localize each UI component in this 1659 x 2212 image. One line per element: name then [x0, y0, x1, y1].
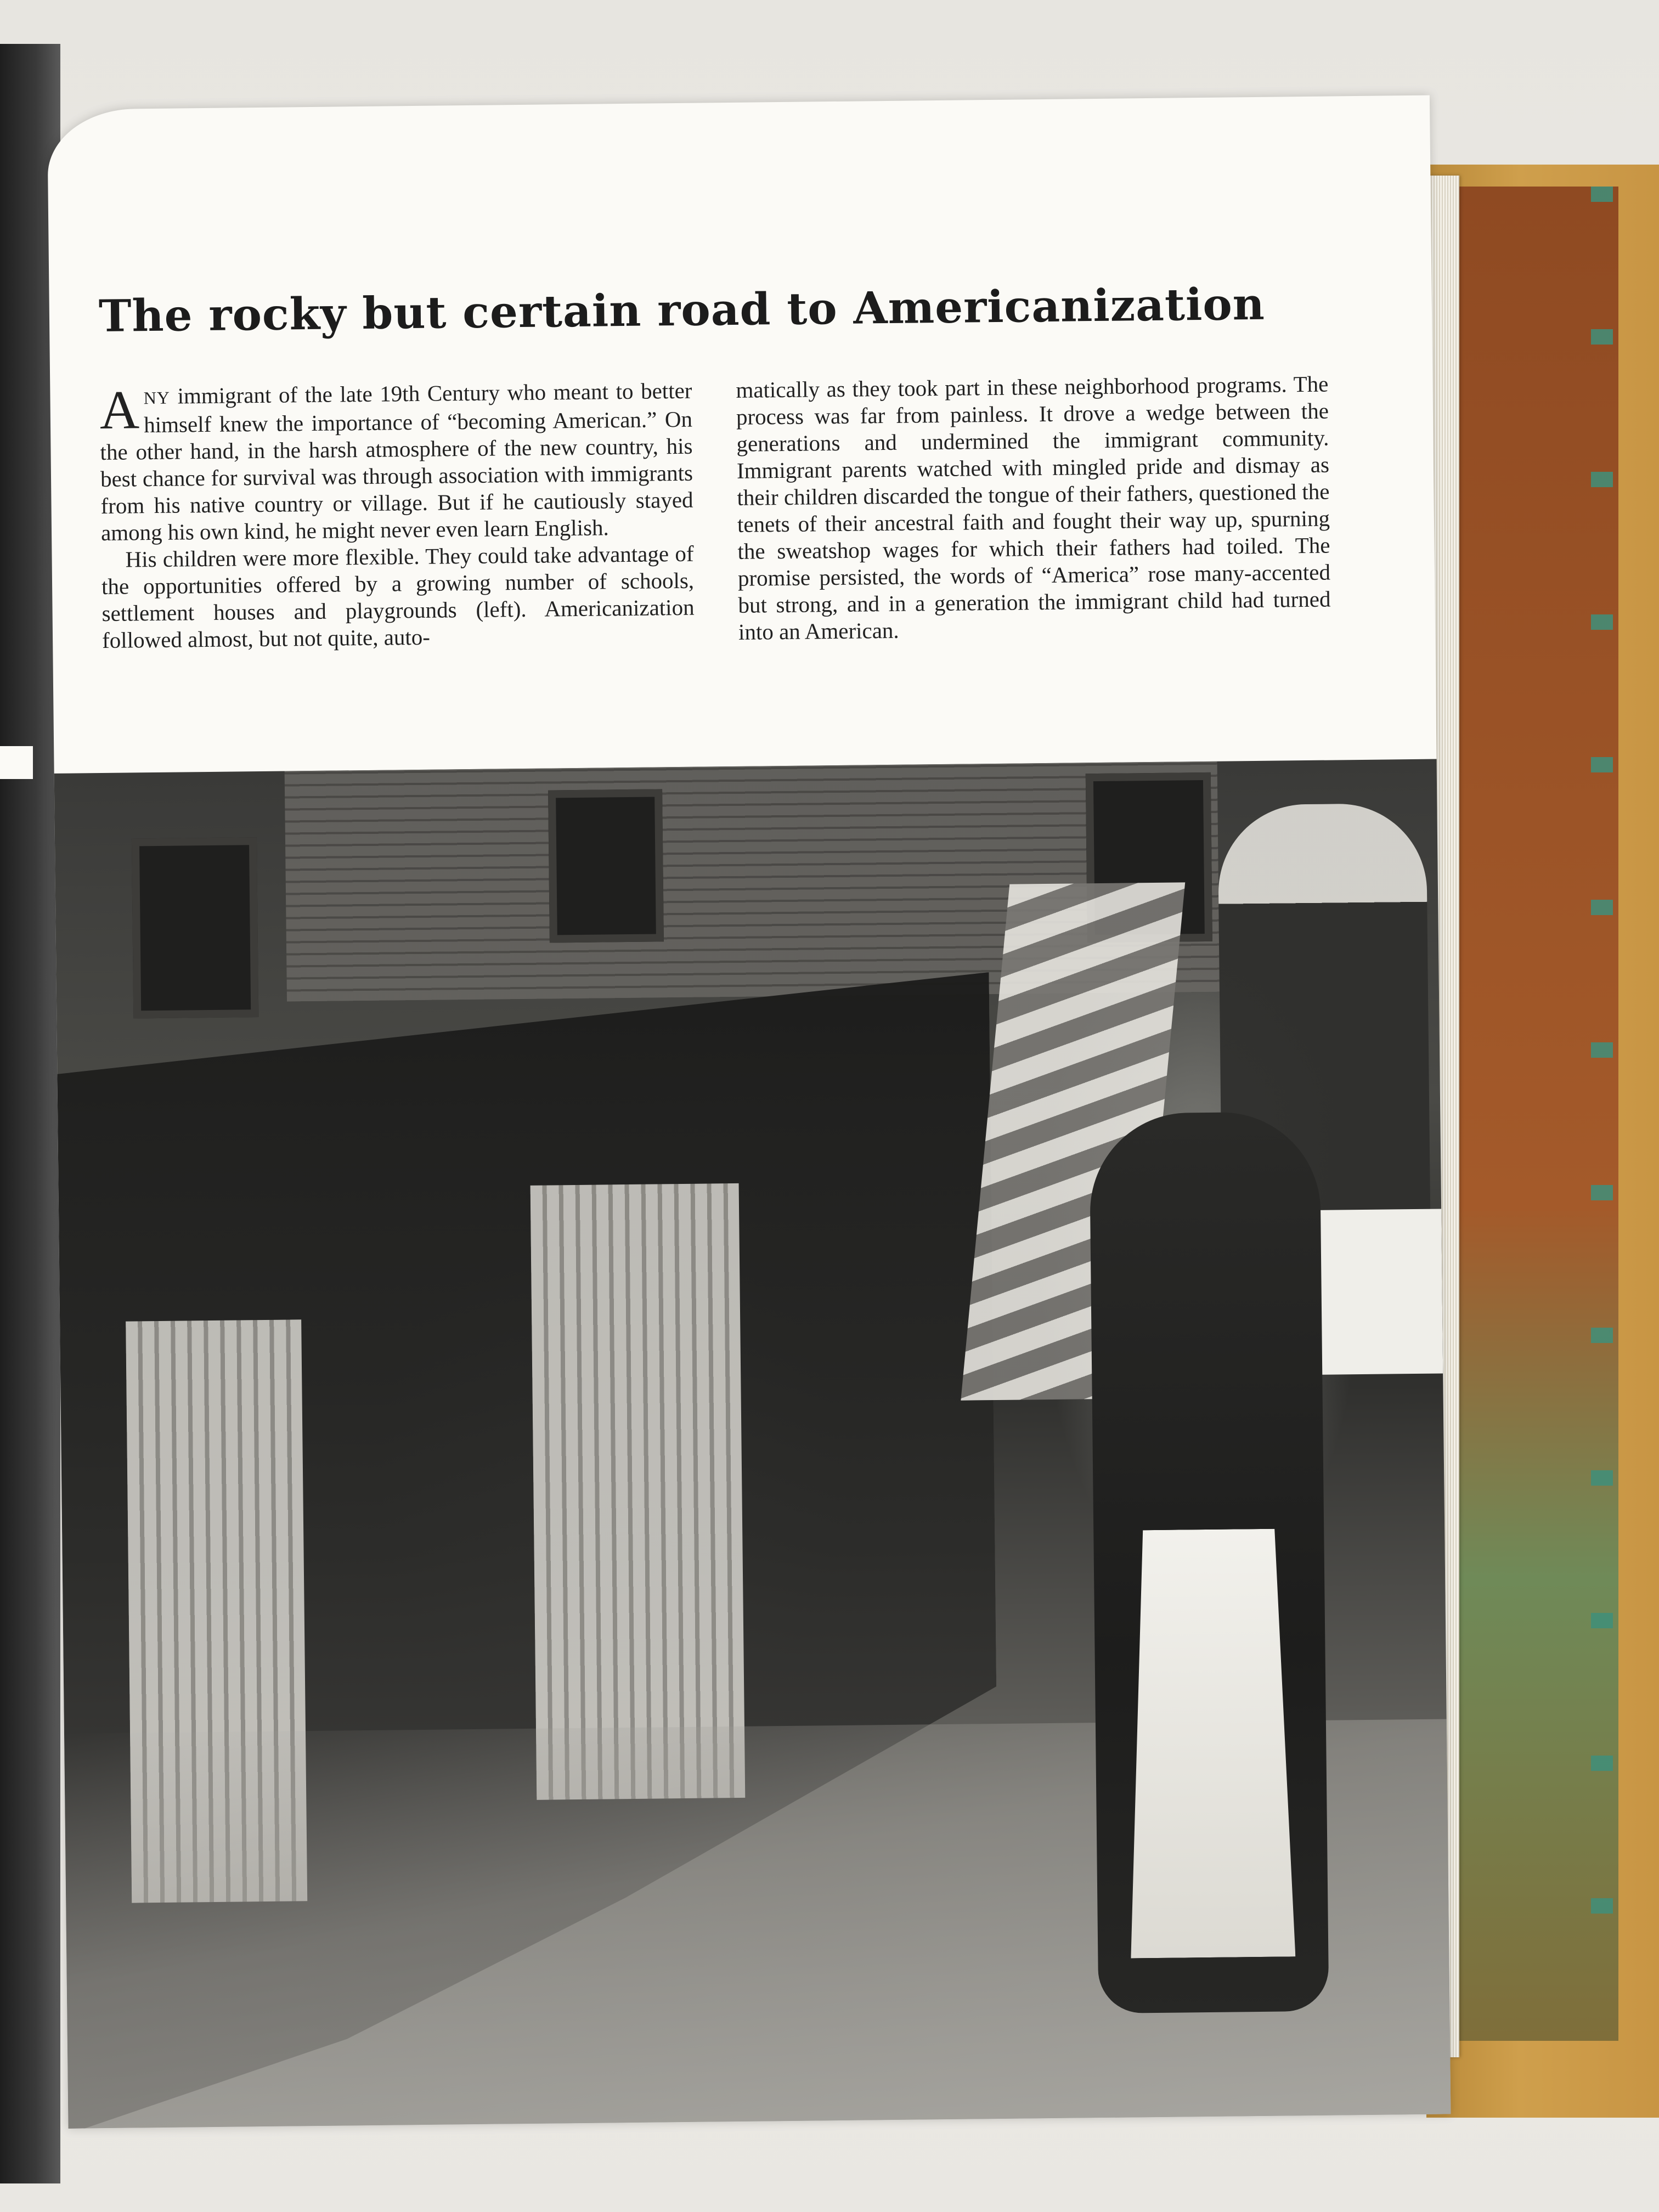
book-page: [47, 95, 1451, 2129]
paragraph-2: His children were more flexible. They could take advantage of the opportunities offered by a growing number of schools, settlement houses and playgrounds (left). Americanization followed almost, but not quite, auto-: [101, 540, 695, 653]
paragraph-1: [99, 377, 693, 546]
wall-picture-left: [132, 837, 258, 1018]
previous-page-margin: [0, 746, 33, 779]
drop-cap: A: [99, 379, 140, 441]
child-plaid-dress: [531, 1183, 746, 1800]
lead-smallcaps: NY: [143, 387, 171, 408]
text-column-right: [736, 371, 1331, 646]
paragraph-1-text: immigrant of the late 19th Century who meant to better himself knew the importance of “becoming American.” On the other hand, in the harsh atmosphere of the new country, his best chance for survival was through association with immigrants from his native country or village. But if he cautiously stayed among his own kind, he might never even learn English.: [100, 377, 693, 546]
text-column-left: [99, 377, 695, 654]
table-cloth: [1310, 1209, 1443, 1374]
page-headline: The rocky but certain road to Americanization: [98, 278, 1266, 342]
wall-picture-center: [548, 789, 664, 943]
classroom-photograph: [54, 759, 1451, 2129]
book-cover-stripe: [1591, 187, 1613, 2041]
girl-white-apron: [1126, 1528, 1295, 1958]
paragraph-3: matically as they took part in these neighborhood programs. The process was far from painless. It drove a wedge between the generations and undermined the immigrant community. Immigrant parents watched with mingled pride and dismay as their children discarded the tongue of their fathers, questioned the tenets of their ancestral faith and fought their way up, spurning the sweatshop wages for which their fathers had toiled. The promise persisted, the words of “America” rose many-accented but strong, and in a generation the immigrant child had turned into an American.: [736, 371, 1331, 645]
